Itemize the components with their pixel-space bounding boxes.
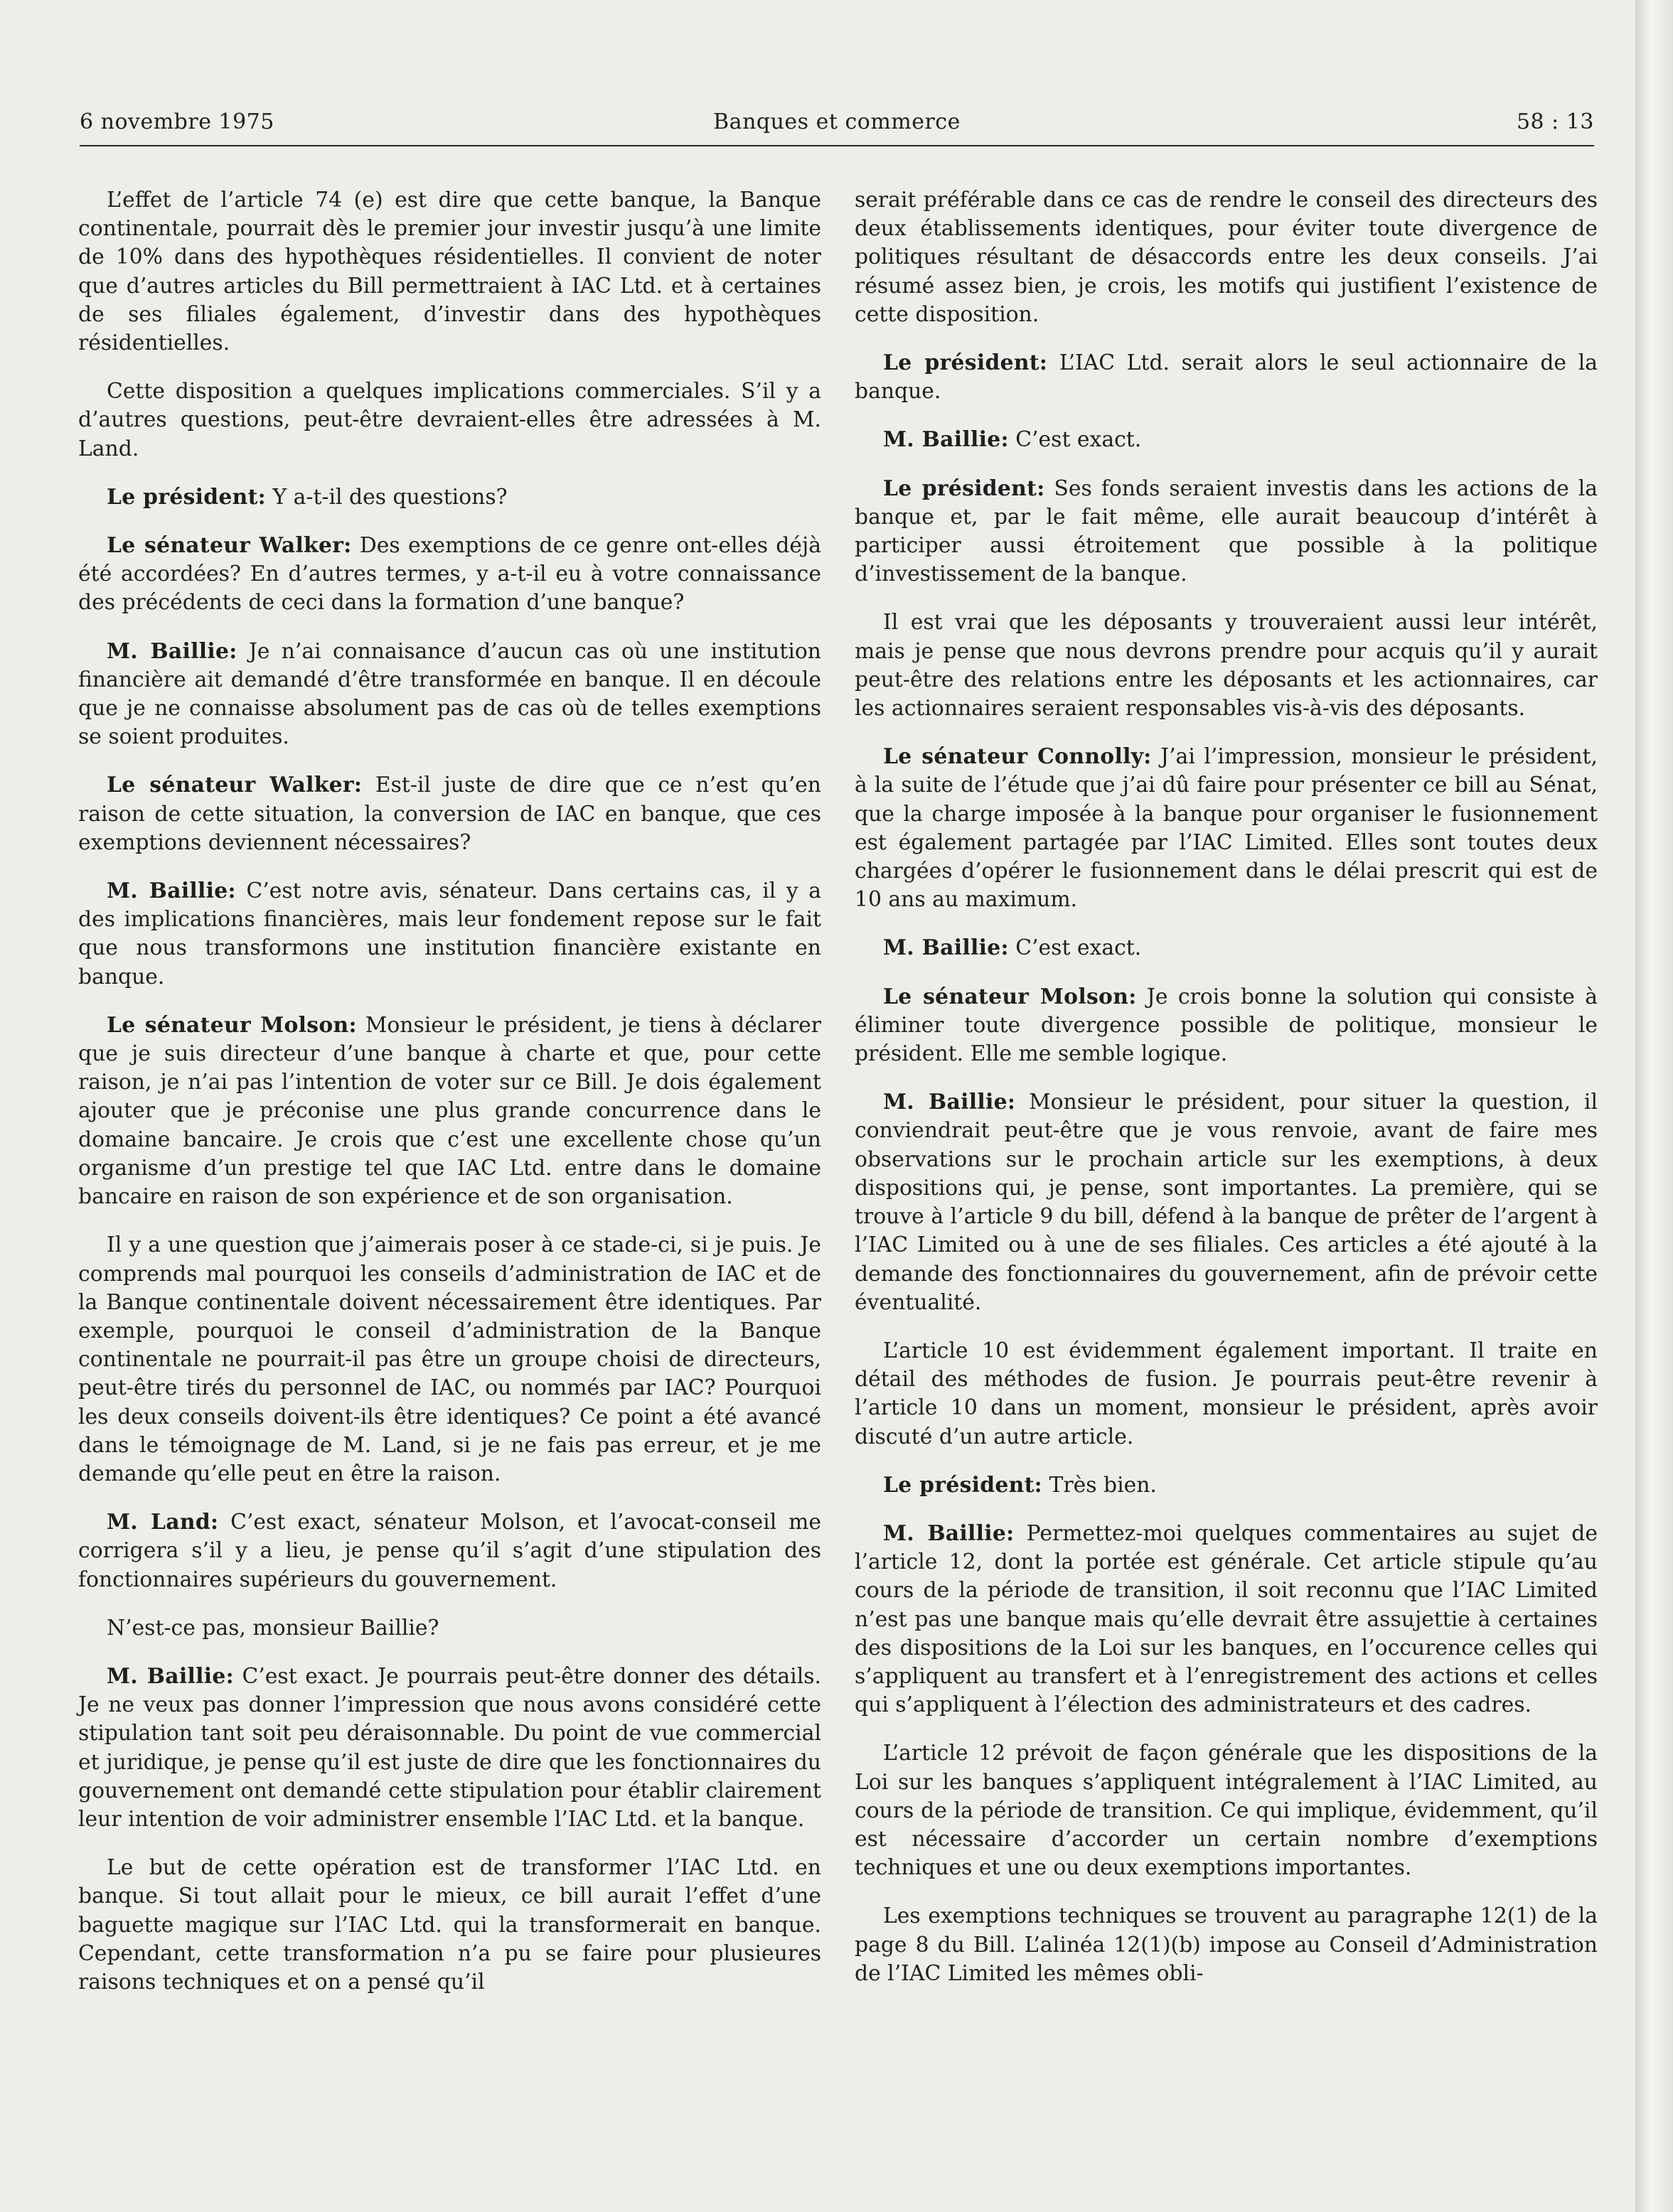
speaker: M. Baillie: — [107, 1663, 234, 1689]
paragraph: Le sénateur Walker: Des exemptions de ce genre ont-elles déjà été accordées? En d’autres termes, y a-t-il eu à votre connaissance des précédents de ceci dans la formation d’une banque? — [78, 533, 821, 616]
right-column — [855, 186, 1598, 1988]
speaker: M. Baillie: — [883, 1520, 1015, 1546]
paragraph: M. Baillie: C’est exact. — [883, 427, 1142, 453]
paragraph: Le sénateur Connolly: J’ai l’impression, monsieur le président, à la suite de l’étude que j’ai dû faire pour présenter ce bill au Sénat, que la charge imposée à la banque pour organiser le fusionnement est également partagée par l’IAC Limited. Elles sont toutes deux chargées d’opérer le fusionnement dans le délai prescrit qui est de 10 ans au maximum. — [855, 744, 1598, 913]
header-date: 6 novembre 1975 — [80, 109, 274, 134]
page-number: 58 : 13 — [1516, 109, 1594, 134]
paragraph: M. Baillie: Permettez-moi quelques commentaires au sujet de l’article 12, dont la portée est générale. Cet article stipule qu’au cours de la période de transition, il soit reconnu que l’IAC Limited n’est pas une banque mais qu’elle devrait être assujettie à certaines des dispositions de la Loi sur les banques, en l’occurence celles qui s’appliquent au transfert et à l’enregistrement des actions et celles qui s’appliquent à l’élection des administrateurs et des cadres. — [855, 1520, 1598, 1718]
speaker: Le président: — [883, 476, 1045, 501]
paragraph: L’article 10 est évidemment également important. Il traite en détail des méthodes de fusion. Je pourrais peut-être revenir à l’article 10 dans un moment, monsieur le président, après avoir discuté d’un autre article. — [855, 1338, 1598, 1449]
paragraph: M. Baillie: C’est exact. Je pourrais peut-être donner des détails. Je ne veux pas donner l’impression que nous avons considéré cette stipulation tant soit peu déraisonnable. Du point de vue commercial et juridique, je pense qu’il est juste de dire que les fonctionnaires du gouvernement ont demandé cette stipulation pour établir clairement leur intention de voir administrer ensemble l’IAC Ltd. et la banque. — [78, 1663, 821, 1832]
speaker: Le président: — [883, 350, 1048, 376]
paragraph: Le but de cette opération est de transformer l’IAC Ltd. en banque. Si tout allait pour le mieux, ce bill aurait l’effet d’une baguette magique sur l’IAC Ltd. qui la transformerait en banque. Cependant, cette transformation n’a pu se faire pour plusieures raisons techniques et on a pensé qu’il — [78, 1855, 821, 1994]
paragraph: Il y a une question que j’aimerais poser à ce stade-ci, si je puis. Je comprends mal pourquoi les conseils d’administration de IAC et de la Banque continentale doivent nécessairement être identiques. Par exemple, pourquoi le conseil d’administration de la Banque continentale ne pourrait-il pas être un groupe choisi de directeurs, peut-être tirés du personnel de IAC, ou nommés par IAC? Pourquoi les deux conseils doivent-ils être identiques? Ce point a été avancé dans le témoignage de M. Land, si je ne fais pas erreur, et je me demande qu’elle peut en être la raison. — [78, 1233, 821, 1486]
speaker: M. Baillie: — [883, 935, 1009, 961]
speaker: Le sénateur Walker: — [107, 773, 363, 798]
speaker: M. Baillie: — [107, 638, 237, 664]
paragraph: L’article 12 prévoit de façon générale que les dispositions de la Loi sur les banques s’appliquent intégralement à l’IAC Limited, au cours de la période de transition. Ce qui implique, évidemment, qu’il est nécessaire d’accorder un certain nombre d’exemptions techniques et une ou deux exemptions importantes. — [855, 1741, 1598, 1881]
paragraph: Le président: Très bien. — [883, 1472, 1157, 1498]
speaker: Le président: — [883, 1472, 1042, 1498]
page-edge — [1635, 0, 1673, 2212]
paragraph: M. Baillie: C’est exact. — [883, 935, 1142, 961]
speaker: Le sénateur Connolly: — [883, 744, 1152, 770]
paragraph: Cette disposition a quelques implications commerciales. S’il y a d’autres questions, peut-être devraient-elles être adressées à M. Land. — [78, 379, 821, 461]
paragraph: M. Baillie: C’est notre avis, sénateur. Dans certains cas, il y a des implications financières, mais leur fondement repose sur le fait que nous transformons une institution financière existante en banque. — [78, 879, 821, 989]
header-title: Banques et commerce — [713, 109, 961, 134]
speaker: M. Baillie: — [107, 879, 236, 904]
paragraph: Le président: L’IAC Ltd. serait alors le seul actionnaire de la banque. — [855, 350, 1598, 404]
speaker: M. Land: — [107, 1510, 219, 1535]
paragraph: serait préférable dans ce cas de rendre le conseil des directeurs des deux établissements identiques, pour éviter toute divergence de politiques résultant de désaccords entre les deux conseils. J’ai résumé assez bien, je crois, les motifs qui justifient l’existence de cette disposition. — [855, 188, 1598, 327]
paragraph: Le sénateur Molson: Monsieur le président, je tiens à déclarer que je suis directeur d’une banque à charte et que, pour cette raison, je n’ai pas l’intention de voter sur ce Bill. Je dois également ajouter que je préconise une plus grande concurrence dans le domaine bancaire. Je crois que c’est une excellente chose qu’un organisme d’un prestige tel que IAC Ltd. entre dans le domaine bancaire en raison de son expérience et de son organisation. — [78, 1012, 821, 1210]
paragraph: Il est vrai que les déposants y trouveraient aussi leur intérêt, mais je pense que nous devrons prendre pour acquis qu’il y aurait peut-être des relations entre les déposants et les actionnaires, car les actionnaires seraient responsables vis-à-vis des déposants. — [855, 610, 1598, 721]
speaker: Le sénateur Molson: — [883, 984, 1137, 1009]
paragraph: L’effet de l’article 74 (e) est dire que cette banque, la Banque continentale, pourrait dès le premier jour investir jusqu’à une limite de 10% dans des hypothèques résidentielles. Il convient de noter que d’autres articles du Bill permettraient à IAC Ltd. et à certaines de ses filiales également, d’investir dans des hypothèques résidentielles. — [78, 188, 821, 356]
paragraph: M. Baillie: Monsieur le président, pour situer la question, il conviendrait peut-être que je vous renvoie, avant de faire mes observations sur le prochain article sur les exemptions, à deux dispositions qui, je pense, sont importantes. La première, qui se trouve à l’article 9 du bill, défend à la banque de prêter de l’argent à l’IAC Limited ou à une de ses filiales. Ces articles a été ajouté à la demande des fonctionnaires du gouvernement, afin de prévoir cette éventualité. — [855, 1090, 1598, 1315]
header-rule — [80, 145, 1594, 146]
speaker: Le sénateur Molson: — [107, 1012, 357, 1038]
paragraph: M. Land: C’est exact, sénateur Molson, et l’avocat-conseil me corrigera s’il y a lieu, je pense qu’il s’agit d’une stipulation des fonctionnaires supérieurs du gouvernement. — [78, 1510, 821, 1592]
speaker: Le sénateur Walker: — [107, 533, 352, 559]
paragraph: Le président: Ses fonds seraient investis dans les actions de la banque et, par le fait même, elle aurait beaucoup d’intérêt à participer aussi étroitement que possible à la politique d’investissement de la banque. — [855, 476, 1598, 587]
paragraph: Le sénateur Molson: Je crois bonne la solution qui consiste à éliminer toute divergence possible de politique, monsieur le président. Elle me semble logique. — [855, 984, 1598, 1067]
paragraph: M. Baillie: Je n’ai connaisance d’aucun cas où une institution financière ait demandé d’être transformée en banque. Il en découle que je ne connaisse absolument pas de cas où de telles exemptions se soient produites. — [78, 638, 821, 750]
speaker: M. Baillie: — [883, 427, 1009, 453]
speaker: M. Baillie: — [883, 1090, 1016, 1115]
speaker: Le président: — [107, 484, 266, 510]
left-column — [78, 186, 821, 1997]
paragraph: Le sénateur Walker: Est-il juste de dire que ce n’est qu’en raison de cette situation, la conversion de IAC en banque, que ces exemptions deviennent nécessaires? — [78, 773, 821, 855]
page-header — [80, 109, 1594, 142]
paragraph: Le président: Y a-t-il des questions? — [107, 484, 508, 510]
paragraph: Les exemptions techniques se trouvent au paragraphe 12(1) de la page 8 du Bill. L’alinéa 12(1)(b) impose au Conseil d’Administration de l’IAC Limited les mêmes obli- — [855, 1904, 1598, 1986]
paragraph: N’est-ce pas, monsieur Baillie? — [107, 1615, 439, 1641]
